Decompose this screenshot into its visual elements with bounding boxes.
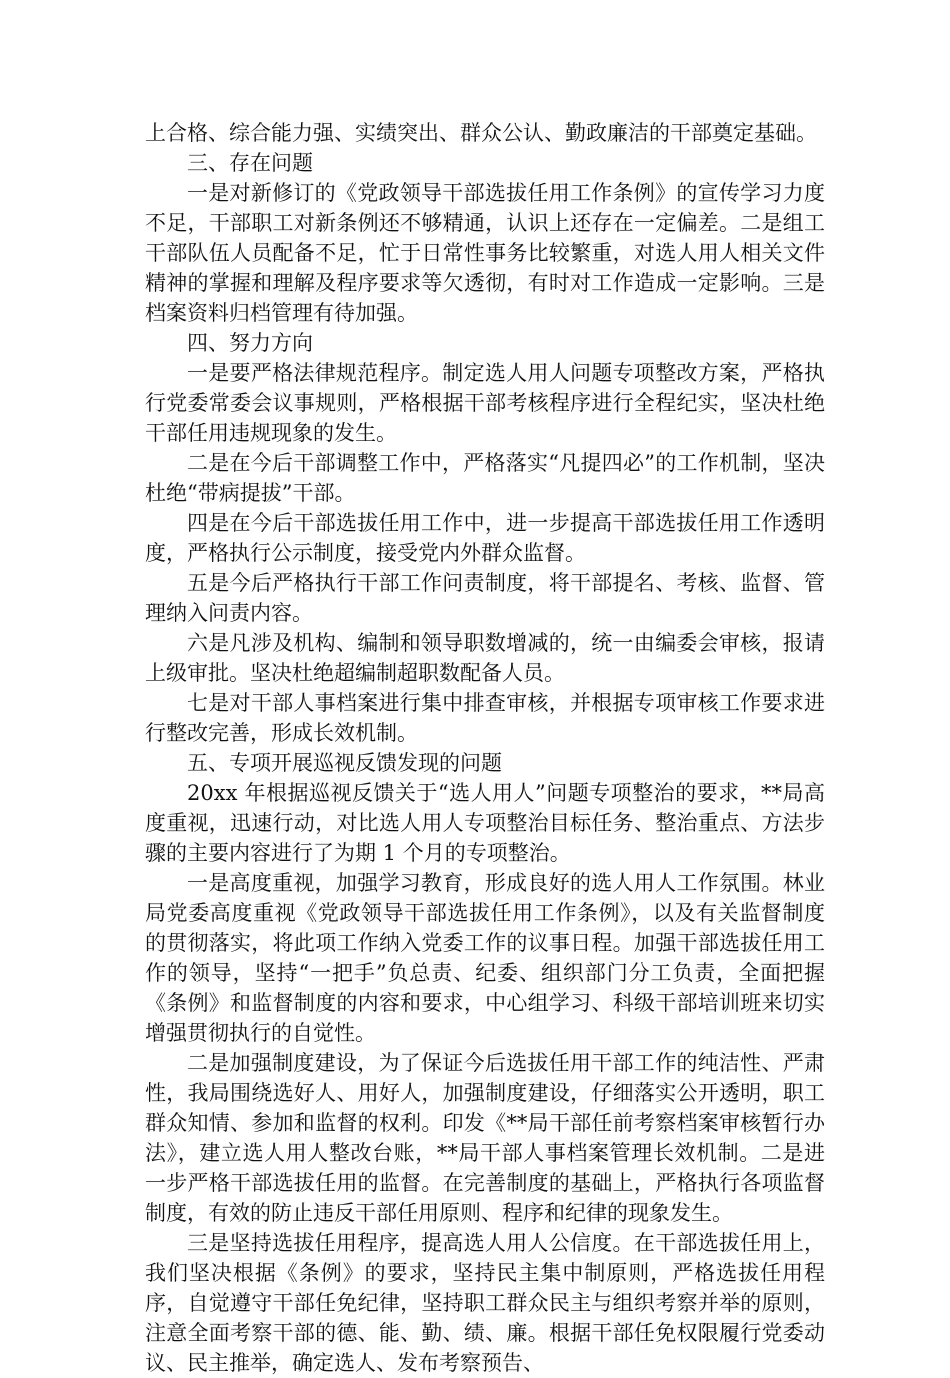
- section-heading-5: 五、专项开展巡视反馈发现的问题: [187, 751, 502, 775]
- paragraph-2: 一是对新修订的《党政领导干部选拔任用工作条例》的宣传学习力度不足，干部职工对新条例还不够精通，认识上还存在一定偏差。二是组工干部队伍人员配备不足，忙于日常性事务比较繁重，对选人用人相关文件精神的掌握和理解及程序要求等欠透彻，有时对工作造成一定影响。三是档案资料归档管理有待加强。: [145, 181, 825, 325]
- section-heading-3: 三、存在问题: [187, 151, 313, 175]
- paragraph-11: 二是加强制度建设，为了保证今后选拔任用干部工作的纯洁性、严肃性，我局围绕选好人、用好人，加强制度建设，仔细落实公开透明，职工群众知情、参加和监督的权利。印发《**局干部任前考察档案审核暂行办法》，建立选人用人整改台账，**局干部人事档案管理长效机制。二是进一步严格干部选拔任用的监督。在完善制度的基础上，严格执行各项监督制度，有效的防止违反干部任用原则、程序和纪律的现象发生。: [145, 1051, 825, 1225]
- paragraph-7: 六是凡涉及机构、编制和领导职数增减的，统一由编委会审核，报请上级审批。坚决杜绝超编制超职数配备人员。: [145, 631, 825, 685]
- section-heading-4: 四、努力方向: [187, 331, 313, 355]
- paragraph-12: 三是坚持选拔任用程序，提高选人用人公信度。在干部选拔任用上，我们坚决根据《条例》的要求，坚持民主集中制原则，严格选拔任用程序，自觉遵守干部任免纪律，坚持职工群众民主与组织考察并举的原则，注意全面考察干部的德、能、勤、绩、廉。根据干部任免权限履行党委动议、民主推举，确定选人、发布考察预告、: [145, 1231, 825, 1375]
- paragraph-6: 五是今后严格执行干部工作问责制度，将干部提名、考核、监督、管理纳入问责内容。: [145, 571, 825, 625]
- paragraph-3: 一是要严格法律规范程序。制定选人用人问题专项整改方案，严格执行党委常委会议事规则，严格根据干部考核程序进行全程纪实，坚决杜绝干部任用违规现象的发生。: [145, 361, 825, 445]
- document-page: [145, 118, 825, 1378]
- paragraph-9: 20xx 年根据巡视反馈关于“选人用人”问题专项整治的要求，**局高度重视，迅速行动，对比选人用人专项整治目标任务、整治重点、方法步骤的主要内容进行了为期 1 个月的专项整治。: [145, 781, 825, 865]
- paragraph-1: 上合格、综合能力强、实绩突出、群众公认、勤政廉洁的干部奠定基础。: [145, 121, 817, 145]
- paragraph-4: 二是在今后干部调整工作中，严格落实“凡提四必”的工作机制，坚决杜绝“带病提拔”干部。: [145, 451, 825, 505]
- paragraph-10: 一是高度重视，加强学习教育，形成良好的选人用人工作氛围。林业局党委高度重视《党政领导干部选拔任用工作条例》，以及有关监督制度的贯彻落实，将此项工作纳入党委工作的议事日程。加强干部选拔任用工作的领导，坚持“一把手”负总责、纪委、组织部门分工负责，全面把握《条例》和监督制度的内容和要求，中心组学习、科级干部培训班来切实增强贯彻执行的自觉性。: [145, 871, 825, 1045]
- paragraph-8: 七是对干部人事档案进行集中排查审核，并根据专项审核工作要求进行整改完善，形成长效机制。: [145, 691, 825, 745]
- paragraph-5: 四是在今后干部选拔任用工作中，进一步提高干部选拔任用工作透明度，严格执行公示制度，接受党内外群众监督。: [145, 511, 825, 565]
